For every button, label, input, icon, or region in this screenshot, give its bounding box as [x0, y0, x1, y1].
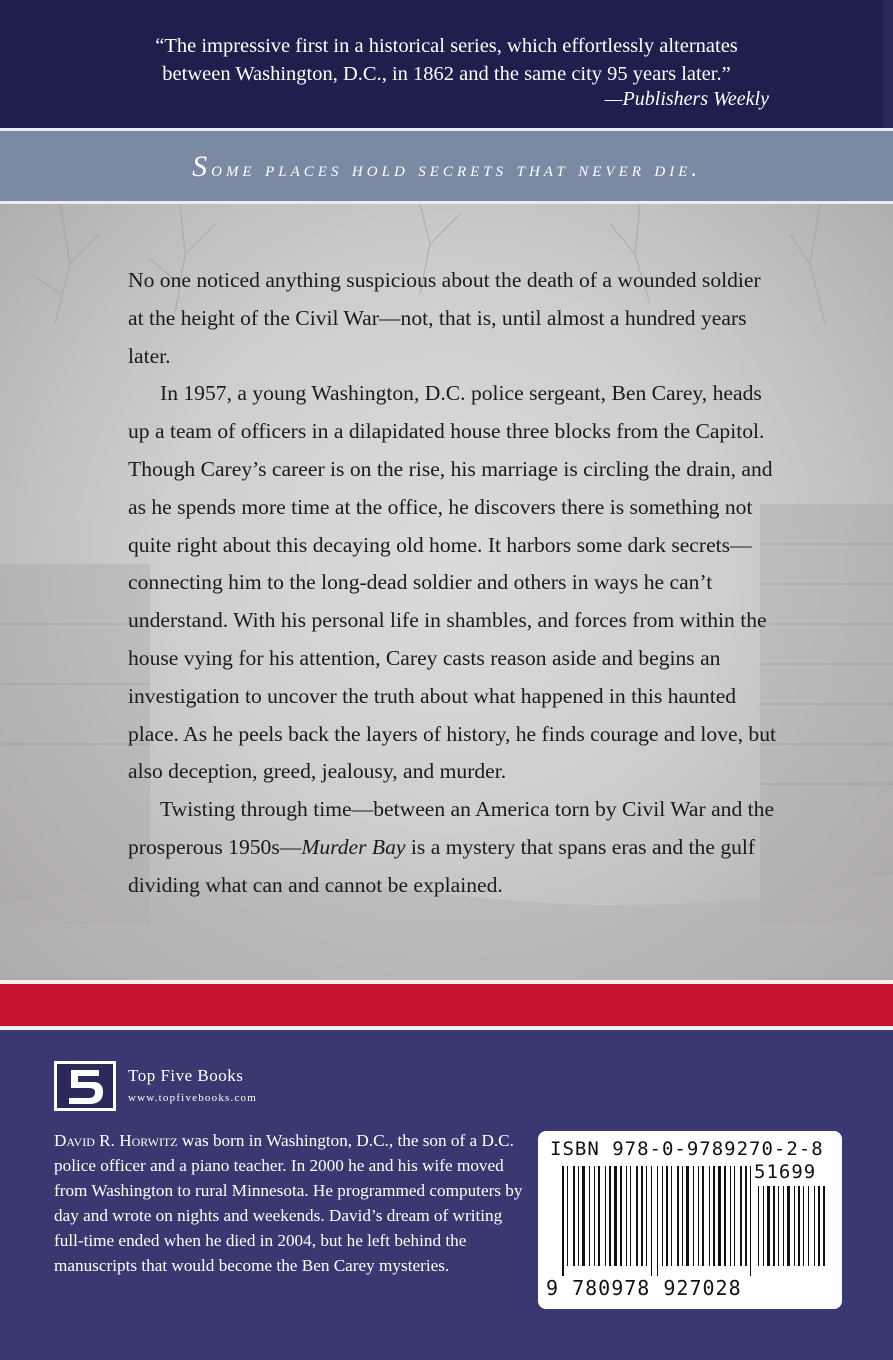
blurb-paragraph-3 [128, 791, 778, 904]
quote-attribution: —Publishers Weekly [604, 88, 769, 110]
publisher-name: Top Five Books [128, 1066, 244, 1085]
publisher-url: www.topfivebooks.com [128, 1092, 257, 1104]
five-logo-icon [57, 1064, 113, 1108]
blurb-p3-end: is a mystery that spans eras and the gulf dividing what can and cannot be explained. [128, 834, 756, 897]
quote-line-1: “The impressive first in a historical series, which effortlessly alternates [155, 35, 738, 57]
tagline: Some places hold secrets that never die. [192, 150, 701, 183]
isbn-label: ISBN 978-0-9789270-2-8 [550, 1138, 824, 1160]
barcode-bars [562, 1166, 832, 1278]
quote-line-2: between Washington, D.C., in 1862 and the same city 95 years later.” [162, 63, 731, 85]
book-title: Murder Bay [301, 834, 406, 859]
author-name: David R. Horwitz [54, 1131, 178, 1150]
author-bio [54, 1128, 524, 1278]
blurb-paragraph-1: No one noticed anything suspicious about the death of a wounded soldier at the height of the Civil War—not, that is, until almost a hundred years later. [128, 268, 761, 368]
blurb [128, 262, 778, 905]
ean-digits: 9 780978 927028 [546, 1276, 742, 1300]
blurb-paragraph-2: In 1957, a young Washington, D.C. police sergeant, Ben Carey, heads up a team of officers in a dilapidated house three blocks from the Capitol. Though Carey’s career is on the rise, his marriage is circling the drain, and as he spends more time at the office, he discovers there is something not quite right about this decaying old home. It harbors some dark secrets—connecting him to the long-dead soldier and others in ways he can’t understand. With his personal life in shambles, and forces from within the house vying for his attention, Carey casts reason aside and begins an investigation to uncover the truth about what happened in this haunted place. As he peels back the layers of history, he finds courage and love, but also deception, greed, jealousy, and murder. [128, 381, 777, 784]
blurb-p3-start: Twisting through time—between an America torn by Civil War and the prosperous 1950s— [128, 797, 775, 859]
publisher-logo [54, 1061, 116, 1111]
red-stripe [0, 980, 893, 1030]
price-code: 51699 [754, 1161, 817, 1183]
bio-text: was born in Washington, D.C., the son of a D.C. police officer and a piano teacher. In 2000 he and his wife moved from Washington to rural Minnesota. He programmed computers by day and wrote on nights and weekends. David’s dream of writing full-time ended when he died in 2004, but he left behind the manuscripts that would become the Ben Carey mysteries. [54, 1131, 523, 1275]
review-quote [0, 32, 893, 88]
